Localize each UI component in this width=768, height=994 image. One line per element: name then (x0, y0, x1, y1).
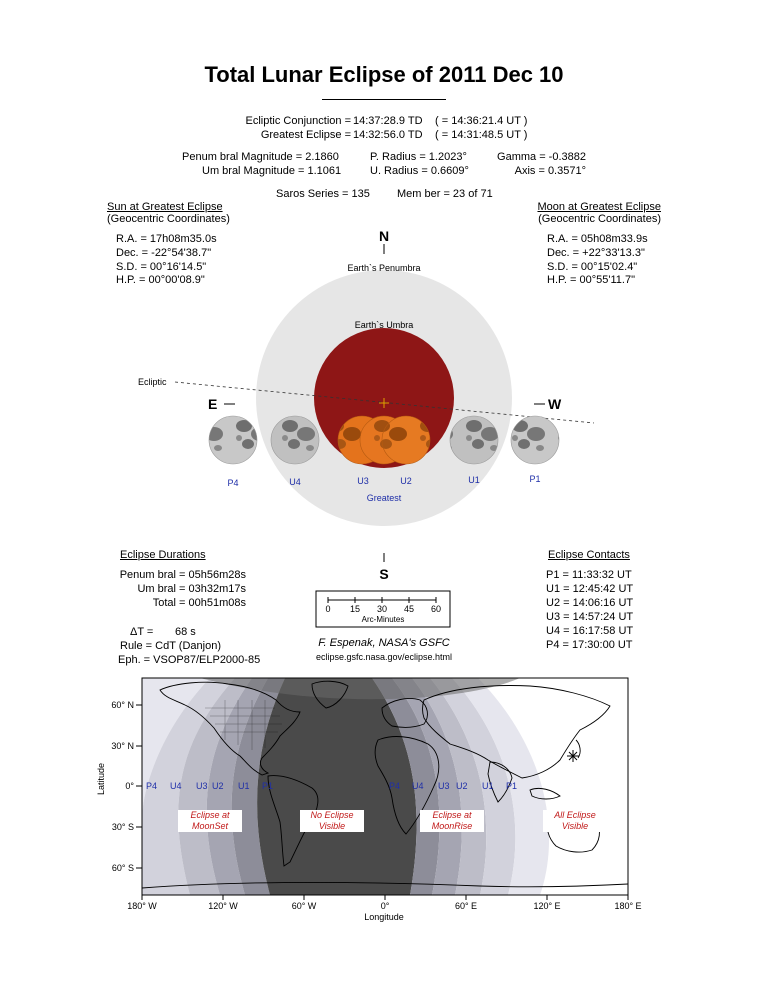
moon-sd: S.D. = 00°15'02.4" (547, 261, 638, 273)
sun-hp: H.P. = 00°00'08.9" (116, 274, 205, 286)
longitude-axis-label: Longitude (364, 912, 404, 922)
penumbral-duration: Penum bral = 05h56m28s (119, 569, 246, 581)
contact-u2: U2 = 14:06:16 UT (546, 597, 634, 609)
map-east-p4: P4 (389, 781, 401, 791)
durations-heading: Eclipse Durations (120, 549, 206, 561)
region-no-eclipse-label: No Eclipse Visible (300, 810, 364, 832)
map-east-u3: U3 (438, 781, 450, 791)
map-west-u4: U4 (170, 781, 182, 791)
map-west-u2: U2 (212, 781, 224, 791)
contact-label-u1: U1 (468, 475, 480, 485)
moon-ra: R.A. = 05h08m33.9s (547, 233, 648, 245)
region-moonrise-label: Eclipse at MoonRise (420, 810, 484, 832)
map-west-u3: U3 (196, 781, 208, 791)
contact-p1: P1 = 11:33:32 UT (546, 569, 632, 581)
lon-180e: 180° E (614, 901, 642, 911)
map-west-u1: U1 (238, 781, 250, 791)
ephemeris-line: Eph. = VSOP87/ELP2000-85 (118, 654, 261, 666)
contact-label-u2: U2 (400, 476, 412, 486)
contact-u4: U4 = 16:17:58 UT (546, 625, 634, 637)
greatest-eclipse-ut: ( = 14:31:48.5 UT ) (435, 129, 528, 141)
greatest-eclipse-td: 14:32:56.0 TD (353, 129, 423, 141)
moon-subheading: (Geocentric Coordinates) (538, 213, 661, 225)
south-label: S (379, 566, 389, 582)
sun-heading: Sun at Greatest Eclipse (107, 201, 223, 213)
rule-line: Rule = CdT (Danjon) (120, 640, 221, 652)
scale-tick-30: 30 (376, 604, 387, 614)
map-east-u4: U4 (412, 781, 424, 791)
region-all-visible-label: All Eclipse Visible (543, 810, 607, 832)
map-west-p4: P4 (146, 781, 158, 791)
map-east-p1: P1 (506, 781, 518, 791)
east-label: E (208, 396, 218, 412)
contact-label-p1: P1 (529, 474, 541, 484)
credit-author: F. Espenak, NASA's GSFC (318, 637, 450, 649)
delta-t-label: ΔT = (130, 626, 154, 638)
penumbra-label: Earth`s Penumbra (347, 263, 421, 273)
region-moonset-label: Eclipse at MoonSet (178, 810, 242, 832)
latitude-axis-label: Latitude (96, 762, 106, 795)
sun-sd: S.D. = 00°16'14.5" (116, 261, 207, 273)
lat-30s: 30° S (111, 822, 134, 832)
moon-dec: Dec. = +22°33'13.3" (547, 247, 645, 259)
ecliptic-conjunction-label: Ecliptic Conjunction = (245, 115, 351, 127)
scale-label: Arc-Minutes (361, 615, 405, 624)
lat-60s: 60° S (111, 863, 134, 873)
lat-30n: 30° N (111, 741, 134, 751)
lon-0: 0° (380, 901, 390, 911)
umbral-duration: Um bral = 03h32m17s (137, 583, 246, 595)
umbra-label: Earth`s Umbra (354, 320, 414, 330)
contacts-heading: Eclipse Contacts (548, 549, 630, 561)
scale-tick-0: 0 (325, 604, 331, 614)
delta-t-value: 68 s (175, 626, 196, 638)
axis-value: Axis = 0.3571° (514, 165, 586, 177)
contact-label-u3: U3 (357, 476, 369, 486)
lon-60e: 60° E (454, 901, 478, 911)
umbral-magnitude: Um bral Magnitude = 1.1061 (202, 165, 342, 177)
lon-180w: 180° W (127, 901, 157, 911)
greatest-label: Greatest (366, 493, 402, 503)
greatest-eclipse-label: Greatest Eclipse = (260, 129, 351, 141)
scale-tick-60: 60 (430, 604, 441, 614)
saros-member: Mem ber = 23 of 71 (397, 188, 493, 200)
contact-label-u4: U4 (289, 477, 301, 487)
sun-dec: Dec. = -22°54'38.7" (116, 247, 212, 259)
lat-0: 0° (125, 781, 134, 791)
scale-tick-45: 45 (403, 604, 414, 614)
sun-ra: R.A. = 17h08m35.0s (116, 233, 217, 245)
lon-60w: 60° W (291, 901, 317, 911)
page-title: Total Lunar Eclipse of 2011 Dec 10 (204, 62, 564, 87)
credit-url[interactable]: eclipse.gsfc.nasa.gov/eclipse.html (315, 652, 453, 662)
lon-120e: 120° E (533, 901, 561, 911)
contact-p4: P4 = 17:30:00 UT (546, 639, 633, 651)
moon-heading: Moon at Greatest Eclipse (537, 201, 661, 213)
west-label: W (548, 396, 562, 412)
map-west-p1: P1 (262, 781, 274, 791)
umbra-radius: U. Radius = 0.6609° (370, 165, 469, 177)
map-east-u1: U1 (482, 781, 494, 791)
sun-subheading: (Geocentric Coordinates) (107, 213, 230, 225)
saros-series: Saros Series = 135 (276, 188, 370, 200)
gamma-value: Gamma = -0.3882 (497, 151, 586, 163)
penumbral-magnitude: Penum bral Magnitude = 2.1860 (182, 151, 339, 163)
moon-hp: H.P. = 00°55'11.7" (547, 274, 635, 286)
lon-120w: 120° W (208, 901, 238, 911)
ecliptic-label: Ecliptic (138, 377, 167, 387)
north-label: N (378, 228, 390, 244)
ecliptic-conjunction-td: 14:37:28.9 TD (353, 115, 423, 127)
lat-60n: 60° N (111, 700, 134, 710)
total-duration: Total = 00h51m08s (152, 597, 246, 609)
map-east-u2: U2 (456, 781, 468, 791)
contact-u1: U1 = 12:45:42 UT (546, 583, 634, 595)
ecliptic-conjunction-ut: ( = 14:36:21.4 UT ) (435, 115, 528, 127)
contact-u3: U3 = 14:57:24 UT (546, 611, 634, 623)
contact-label-p4: P4 (227, 478, 239, 488)
scale-tick-15: 15 (349, 604, 360, 614)
penumbra-radius: P. Radius = 1.2023° (370, 151, 467, 163)
